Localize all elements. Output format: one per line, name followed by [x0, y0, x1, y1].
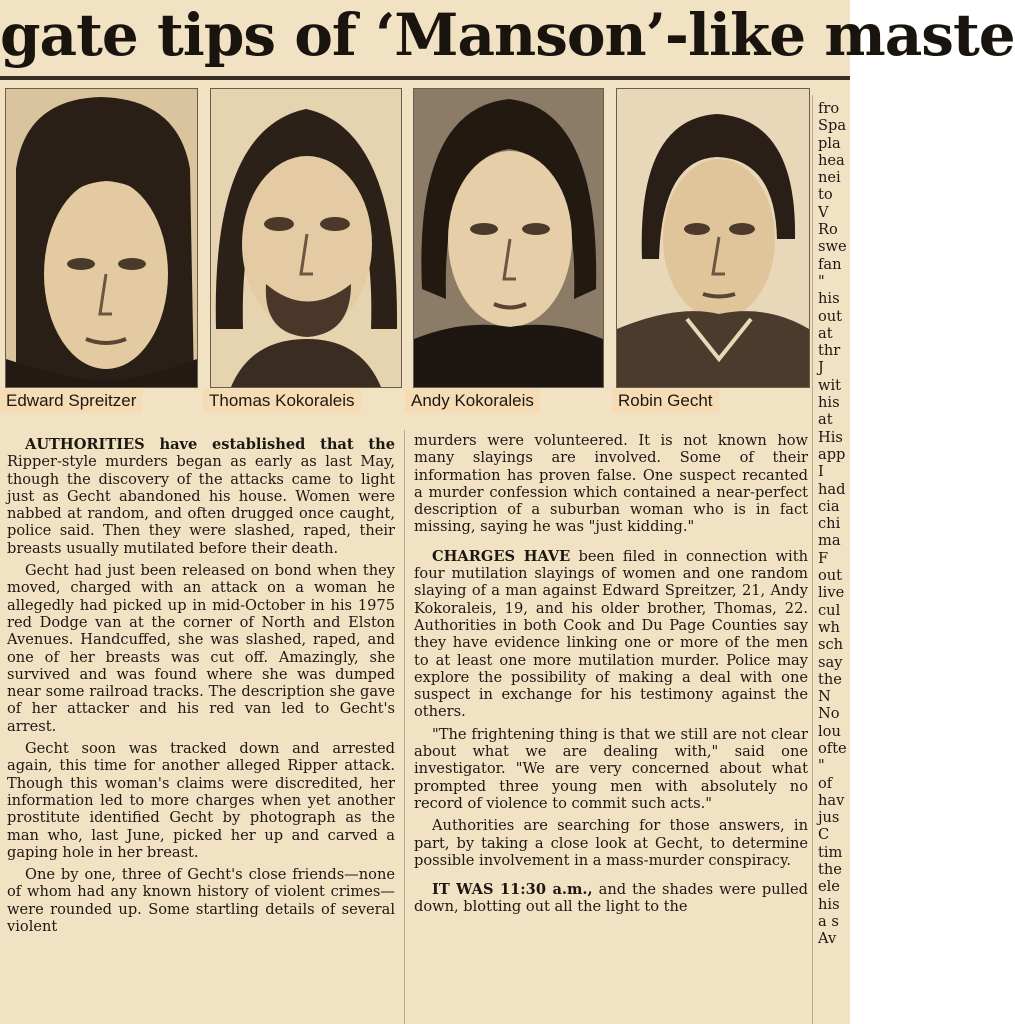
text-fragment: ofte: [818, 739, 847, 757]
text-fragment: swe: [818, 238, 847, 256]
text-fragment: C: [818, 826, 830, 844]
paragraph: [414, 548, 808, 721]
text-fragment: his: [818, 290, 840, 308]
text-fragment: to: [818, 186, 833, 204]
text-fragment: out: [818, 567, 843, 585]
text-fragment: V: [818, 203, 829, 221]
column-divider: [404, 430, 405, 1024]
paragraph: Gecht had just been released on bond when they moved, charged with an attack on a woman he allegedly had picked up in mid-October in his 1975 red Dodge van at the corner of North and Elston Avenues. Handcuffed, she was slashed, raped, and one of her breasts was cut off. Amazingly, she survived and was found where she was dumped near some railroad tracks. The description she gave of her attacker and his red van led to Gecht's arrest.: [7, 562, 395, 735]
text-fragment: out: [818, 307, 843, 325]
text-fragment: Ro: [818, 221, 838, 239]
text-fragment: Spa: [818, 117, 847, 135]
column-divider: [812, 95, 813, 1024]
paragraph: murders were volunteered. It is not known how many slayings are involved. Some of their information has proven false. One suspect recanted a murder confession which contained a near-perfect description of a suburban woman who is in fact missing, saying he was "just kidding.": [414, 432, 808, 536]
text-fragment: pla: [818, 134, 841, 152]
text-fragment: chi: [818, 515, 841, 533]
photo-andy-kokoraleis: [413, 88, 604, 388]
text-fragment: jus: [818, 809, 840, 827]
headline-rule: [0, 76, 850, 80]
text-fragment: fro: [818, 100, 840, 117]
text-fragment: ele: [818, 878, 840, 896]
caption-edward-spreitzer: Edward Spreitzer: [0, 389, 142, 413]
text-fragment: a s: [818, 912, 839, 930]
text-fragment: N: [818, 688, 831, 706]
text-fragment: thr: [818, 342, 841, 360]
portrait-image: [6, 89, 197, 387]
text-fragment: tim: [818, 843, 843, 861]
text-fragment: wh: [818, 618, 840, 636]
text-fragment: cia: [818, 497, 840, 515]
text-fragment: app: [818, 445, 846, 463]
paragraph: Authorities are searching for those answers, in part, by taking a close look at Gecht, to determine possible involvement in a mass-murder conspiracy.: [414, 817, 808, 869]
text-fragment: wit: [818, 376, 842, 394]
text-fragment: fan: [818, 255, 842, 273]
text-fragment: ": [818, 272, 825, 290]
paragraph: [414, 881, 808, 916]
paragraph-lead: CHARGES HAVE: [432, 547, 571, 565]
photo-edward-spreitzer: [5, 88, 198, 388]
article-column-3-cropped: [818, 100, 858, 1024]
photo-thomas-kokoraleis: [210, 88, 402, 388]
paragraph-text: been filed in connection with four mutilation slayings of women and one random slaying of a man against Edward Spreitzer, 21, Andy Kokoraleis, 19, and his older brother, Thomas, 22. Authorities in both Cook and Du Page Counties say they have evidence linking one or more of the men to at least one more mutilation murder. Police may explore the possibility of making a deal with one suspect in exchange for his testimony against the others.: [414, 547, 808, 721]
text-fragment: ": [818, 757, 825, 775]
text-fragment: hea: [818, 151, 845, 169]
portrait-image: [617, 89, 809, 387]
text-fragment: his: [818, 895, 840, 913]
article-column-2: [414, 432, 808, 1024]
paragraph-lead: IT WAS 11:30 a.m.,: [432, 881, 593, 899]
text-fragment: cul: [818, 601, 841, 619]
text-fragment: hav: [818, 791, 845, 809]
paragraph: "The frightening thing is that we still are not clear about what we are dealing with," said one investigator. "We are very concerned about what prompted three young men with absolutely no record of violence to commit such acts.": [414, 725, 808, 812]
paragraph-text: Ripper-style murders began as early as last May, though the discovery of the attacks came to light just as Gecht abandoned his house. Women were nabbed at random, and often drugged once caught, police said. Then they were slashed, raped, their breasts usually mutilated before their death.: [7, 453, 395, 557]
paragraph-lead: AUTHORITIES have established that the: [25, 436, 395, 453]
paragraph: One by one, three of Gecht's close friends—none of whom had any known history of violent crimes—were rounded up. Some startling details of several violent: [7, 866, 395, 936]
paragraph: Gecht soon was tracked down and arrested again, this time for another alleged Ripper attack. Though this woman's claims were discredited, her information led to more charges when yet another prostitute identified Gecht by photograph as the man who, last June, picked her up and carved a gaping hole in her breast.: [7, 740, 395, 861]
text-fragment: say: [818, 653, 843, 671]
text-fragment: I: [818, 463, 824, 481]
text-fragment: the: [818, 861, 842, 879]
paragraph-text: and the shades were pulled down, blotting out all the light to the: [414, 881, 808, 916]
text-fragment: of: [818, 774, 833, 792]
caption-thomas-kokoraleis: Thomas Kokoraleis: [203, 389, 361, 413]
portrait-image: [211, 89, 401, 387]
text-fragment: the: [818, 670, 842, 688]
paragraph: [7, 436, 395, 557]
text-fragment: ma: [818, 532, 841, 550]
text-fragment: F: [818, 549, 829, 567]
text-fragment: No: [818, 705, 840, 723]
text-fragment: J: [818, 359, 824, 377]
portrait-image: [414, 89, 603, 387]
text-fragment: lou: [818, 722, 841, 740]
text-fragment: sch: [818, 636, 844, 654]
photo-robin-gecht: [616, 88, 810, 388]
text-fragment: Av: [818, 930, 837, 948]
caption-robin-gecht: Robin Gecht: [612, 389, 719, 413]
text-fragment: at: [818, 324, 833, 342]
text-fragment: had: [818, 480, 846, 498]
caption-andy-kokoraleis: Andy Kokoraleis: [405, 389, 540, 413]
text-fragment: live: [818, 584, 845, 602]
article-column-1: [7, 436, 395, 1024]
text-fragment: his: [818, 394, 840, 412]
text-fragment: His: [818, 428, 843, 446]
text-fragment: nei: [818, 169, 841, 187]
text-fragment: at: [818, 411, 833, 429]
headline: gate tips of ‘Manson’-like maste: [0, 1, 1015, 69]
